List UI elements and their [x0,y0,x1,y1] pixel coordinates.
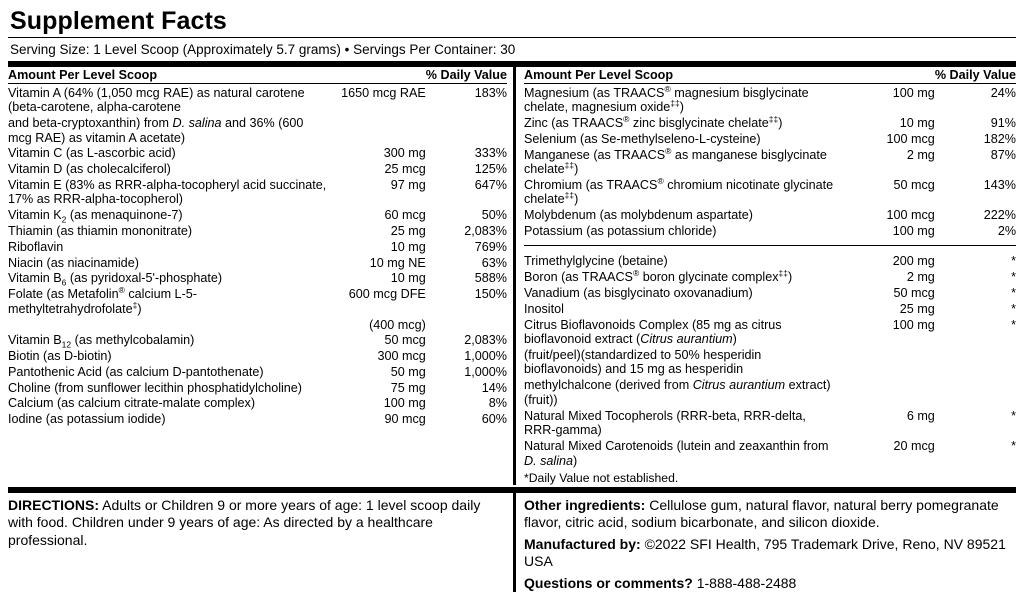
table-row [8,364,507,380]
title-divider [8,37,1016,38]
table-row [8,85,507,115]
manufactured-by [524,536,1016,571]
nutrient-amount: 25 mcg [384,162,426,177]
table-row [524,254,1016,270]
table-row [8,177,507,207]
nutrient-amount: 60 mcg [384,208,426,223]
nutrient-dv: * [1011,254,1017,269]
nutrient-name: Magnesium (as TRAACS® magnesium bisglycinate chelate, magnesium oxide‡‡) [524,83,809,115]
table-row [8,146,507,162]
questions-line [524,575,1016,592]
table-row [524,131,1016,147]
nutrient-amount: 1650 mcg RAE [341,85,426,100]
nutrient-name: Trimethylglycine (betaine) [524,254,668,269]
nutrient-amount: 10 mg [899,115,935,130]
nutrient-dv: * [1011,301,1017,316]
table-row [8,115,507,145]
nutrient-name: Vitamin C (as L-ascorbic acid) [8,146,176,161]
nutrient-dv: 588% [474,271,507,286]
nutrient-amount: 50 mcg [893,285,935,300]
nutrient-name: Vitamin A (64% (1,050 mcg RAE) as natural carotene (beta-carotene, alpha-carotene [8,85,305,115]
nutrient-amount: 20 mcg [893,439,935,453]
nutrient-dv: * [1011,408,1017,423]
nutrient-dv: 2,083% [464,224,507,239]
right-dv-header: % Daily Value [934,67,1017,82]
nutrient-dv [935,347,1016,377]
nutrient-name: Selenium (as Se-methylseleno-L-cysteine) [524,131,761,146]
table-row [8,208,507,224]
nutrient-name: Folate (as Metafolin® calcium L-5-methyltetrahydrofolate‡) [8,284,197,316]
nutrient-amount: 75 mg [390,380,426,395]
other-ingredients [524,497,1016,532]
table-row [524,378,1016,408]
nutrient-amount: 10 mg [390,239,426,254]
nutrient-name: Vitamin $B_{12}$ (as methylcobalamin) [8,333,195,350]
directions-column [8,493,513,592]
nutrient-amount [839,378,935,408]
serving-info: Serving Size: 1 Level Scoop (Approximately 5.7 grams) • Servings Per Container: 30 [10,42,516,57]
manufactured-by-body: ©2022 SFI Health, 795 Trademark Drive, Reno, NV 89521 USA [524,535,1006,570]
table-row [8,349,507,365]
nutrient-dv: 150% [474,287,507,302]
nutrient-dv: 8% [488,396,507,411]
nutrient-name: Thiamin (as thiamin mononitrate) [8,224,193,239]
table-row [524,115,1016,131]
nutrient-dv: 2% [997,224,1017,239]
nutrient-dv: 60% [481,412,507,427]
table-row [8,255,507,271]
table-row [8,239,507,255]
directions-label: DIRECTIONS: [8,496,99,513]
nutrient-name: Niacin (as niacinamide) [8,255,139,270]
nutrient-amount: 6 mg [906,408,935,423]
nutrient-name: Choline (from sunflower lecithin phosphatidylcholine) [8,380,303,395]
nutrient-name: Calcium (as calcium citrate-malate complex) [8,396,256,411]
daily-value-footnote: *Daily Value not established. [524,470,679,485]
right-amount-spacer [839,67,935,83]
table-row [524,208,1016,224]
bottom-columns [8,493,1016,592]
table-row [524,85,1016,115]
nutrient-name: Inositol [524,301,564,316]
nutrient-amount: 100 mg [383,396,426,411]
nutrient-amount: 10 mg NE [369,255,426,270]
table-row [8,271,507,287]
nutrient-dv: 14% [481,380,507,395]
nutrient-name: Manganese (as TRAACS® as manganese bisglycinate chelate‡‡) [524,145,827,177]
nutrient-name: and beta-cryptoxanthin) from D. salina and 36% (600 mcg RAE) as vitamin A acetate) [8,115,304,145]
nutrient-dv [426,317,507,333]
nutrient-amount [839,347,935,377]
right-nutrient-table [524,67,1016,469]
left-nutrient-table [8,67,507,427]
page-title: Supplement Facts [10,7,227,35]
nutrient-amount: 300 mcg [377,349,426,364]
table-row [8,223,507,239]
nutrient-name: Riboflavin [8,239,64,254]
table-row [524,285,1016,301]
nutrient-dv: 769% [474,239,507,254]
nutrient-amount: 50 mcg [893,177,935,192]
nutrient-dv: 333% [474,146,507,161]
nutrient-name: Vitamin E (83% as RRR-alpha-tocopheryl acid succinate, 17% as RRR-alpha-tocopherol) [8,177,327,207]
nutrient-name: Natural Mixed Carotenoids (lutein and zeaxanthin from D. salina) [524,439,829,468]
nutrient-name: Potassium (as potassium chloride) [524,224,717,239]
nutrient-amount: 600 mcg DFE [348,287,426,302]
nutrient-amount: 100 mg [892,224,935,239]
left-table-header [8,67,507,83]
nutrient-name: Iodine (as potassium iodide) [8,412,166,427]
nutrient-name: Vitamin D (as cholecalciferol) [8,162,171,177]
nutrient-name: Citrus Bioflavonoids Complex (85 mg as citrus bioflavonoid extract (Citrus aurantium) [524,317,782,347]
nutrient-dv: * [1011,317,1017,332]
facts-columns [8,67,1016,485]
table-row [524,223,1016,239]
table-row [8,333,507,349]
nutrient-dv [426,115,507,145]
left-amount-spacer [330,67,426,83]
nutrient-dv: 182% [983,131,1017,146]
nutrient-dv: 87% [990,147,1017,162]
left-column [8,67,513,485]
nutrient-name: Pantothenic Acid (as calcium D-pantothenate) [8,364,264,379]
nutrient-name: methylchalcone (derived from Citrus aurantium extract)(fruit)) [524,378,831,407]
table-row [524,317,1016,347]
right-table-header [524,67,1016,83]
nutrient-amount: 50 mg [390,364,426,379]
nutrient-dv: 125% [474,162,507,177]
nutrient-amount: 100 mcg [886,208,935,223]
nutrient-amount: 10 mg [390,271,426,286]
nutrient-name: Zinc (as TRAACS® zinc bisglycinate chelate‡‡) [524,113,783,130]
table-row [524,147,1016,177]
table-row [8,380,507,396]
nutrient-amount: 100 mcg [886,131,935,146]
nutrient-dv: * [1011,439,1017,453]
nutrient-dv: * [1011,285,1017,300]
directions-body: Adults or Children 9 or more years of age: 1 level scoop daily with food. Children under 9 years of age: As directed by a healthcare professional. [8,496,481,548]
table-row [8,287,507,317]
right-amount-header: Amount Per Level Scoop [524,67,674,82]
nutrient-name: Boron (as TRAACS® boron glycinate complex‡‡) [524,267,793,285]
other-ingredients-label: Other ingredients: [524,496,646,513]
nutrient-dv: 2,083% [464,333,507,348]
nutrient-dv [935,378,1016,408]
nutrient-amount: 2 mg [906,147,935,162]
nutrient-name: (fruit/peel)(standardized to 50% hesperidin bioflavonoids) and 15 mg as hesperidin [524,347,762,377]
table-row [8,396,507,412]
nutrient-name: Vitamin $K_2$ (as menaquinone-7) [8,208,183,225]
nutrient-amount: 100 mg [892,317,935,332]
nutrient-dv: 222% [983,208,1017,223]
nutrient-amount: 2 mg [906,270,935,285]
nutrient-dv: 647% [474,177,507,192]
nutrient-dv: 50% [481,208,507,223]
left-amount-header: Amount Per Level Scoop [8,67,158,82]
nutrient-amount: 90 mcg [384,412,426,427]
nutrient-name: Chromium (as TRAACS® chromium nicotinate glycinate chelate‡‡) [524,175,834,207]
questions-phone: 1-888-488-2488 [696,574,797,591]
nutrient-amount: (400 mcg) [369,317,426,332]
table-row [524,177,1016,207]
nutrient-amount: 97 mg [390,177,426,192]
nutrient-name: Molybdenum (as molybdenum aspartate) [524,208,753,223]
nutrient-amount: 200 mg [892,254,935,269]
nutrient-amount [330,115,426,145]
table-row [524,301,1016,317]
table-row [524,347,1016,377]
nutrient-name: Vitamin $B_6$ (as pyridoxal-5'-phosphate) [8,271,223,288]
questions-label: Questions or comments? [524,574,693,591]
nutrient-dv: 1,000% [464,349,507,364]
table-row [8,162,507,178]
nutrient-amount: 50 mcg [384,333,426,348]
nutrient-dv: 24% [990,85,1017,100]
table-row [8,317,507,333]
other-ingredients-body: Cellulose gum, natural flavor, natural berry pomegranate flavor, citric acid, sodium bicarbonate, and silicon dioxide. [524,496,999,531]
other-info-column [520,493,1016,592]
nutrient-dv: 91% [990,115,1017,130]
nutrient-amount: 25 mg [899,301,935,316]
table-row [524,438,1016,468]
nutrient-dv: 1,000% [464,364,507,379]
nutrient-name: Natural Mixed Tocopherols (RRR-beta, RRR-delta, RRR-gamma) [524,408,806,438]
nutrient-name: Biotin (as D-biotin) [8,349,112,364]
nutrient-dv: * [1011,270,1017,285]
nutrient-amount: 100 mg [892,85,935,100]
manufactured-by-label: Manufactured by: [524,535,641,552]
right-column [520,67,1016,485]
nutrient-dv: 143% [983,177,1017,192]
table-row [524,270,1016,286]
nutrient-dv: 183% [474,85,507,100]
bottom-column-divider [513,493,516,592]
nutrient-name: Vanadium (as bisglycinato oxovanadium) [524,285,753,300]
nutrient-dv: 63% [481,255,507,270]
nutrient-amount: 25 mg [390,224,426,239]
table-row [524,408,1016,438]
column-divider [513,67,516,485]
directions-text [8,497,507,550]
table-row [8,412,507,428]
left-dv-header: % Daily Value [425,67,507,82]
nutrient-name [8,317,330,333]
nutrient-amount: 300 mg [383,146,426,161]
group-spacer [524,239,1016,246]
